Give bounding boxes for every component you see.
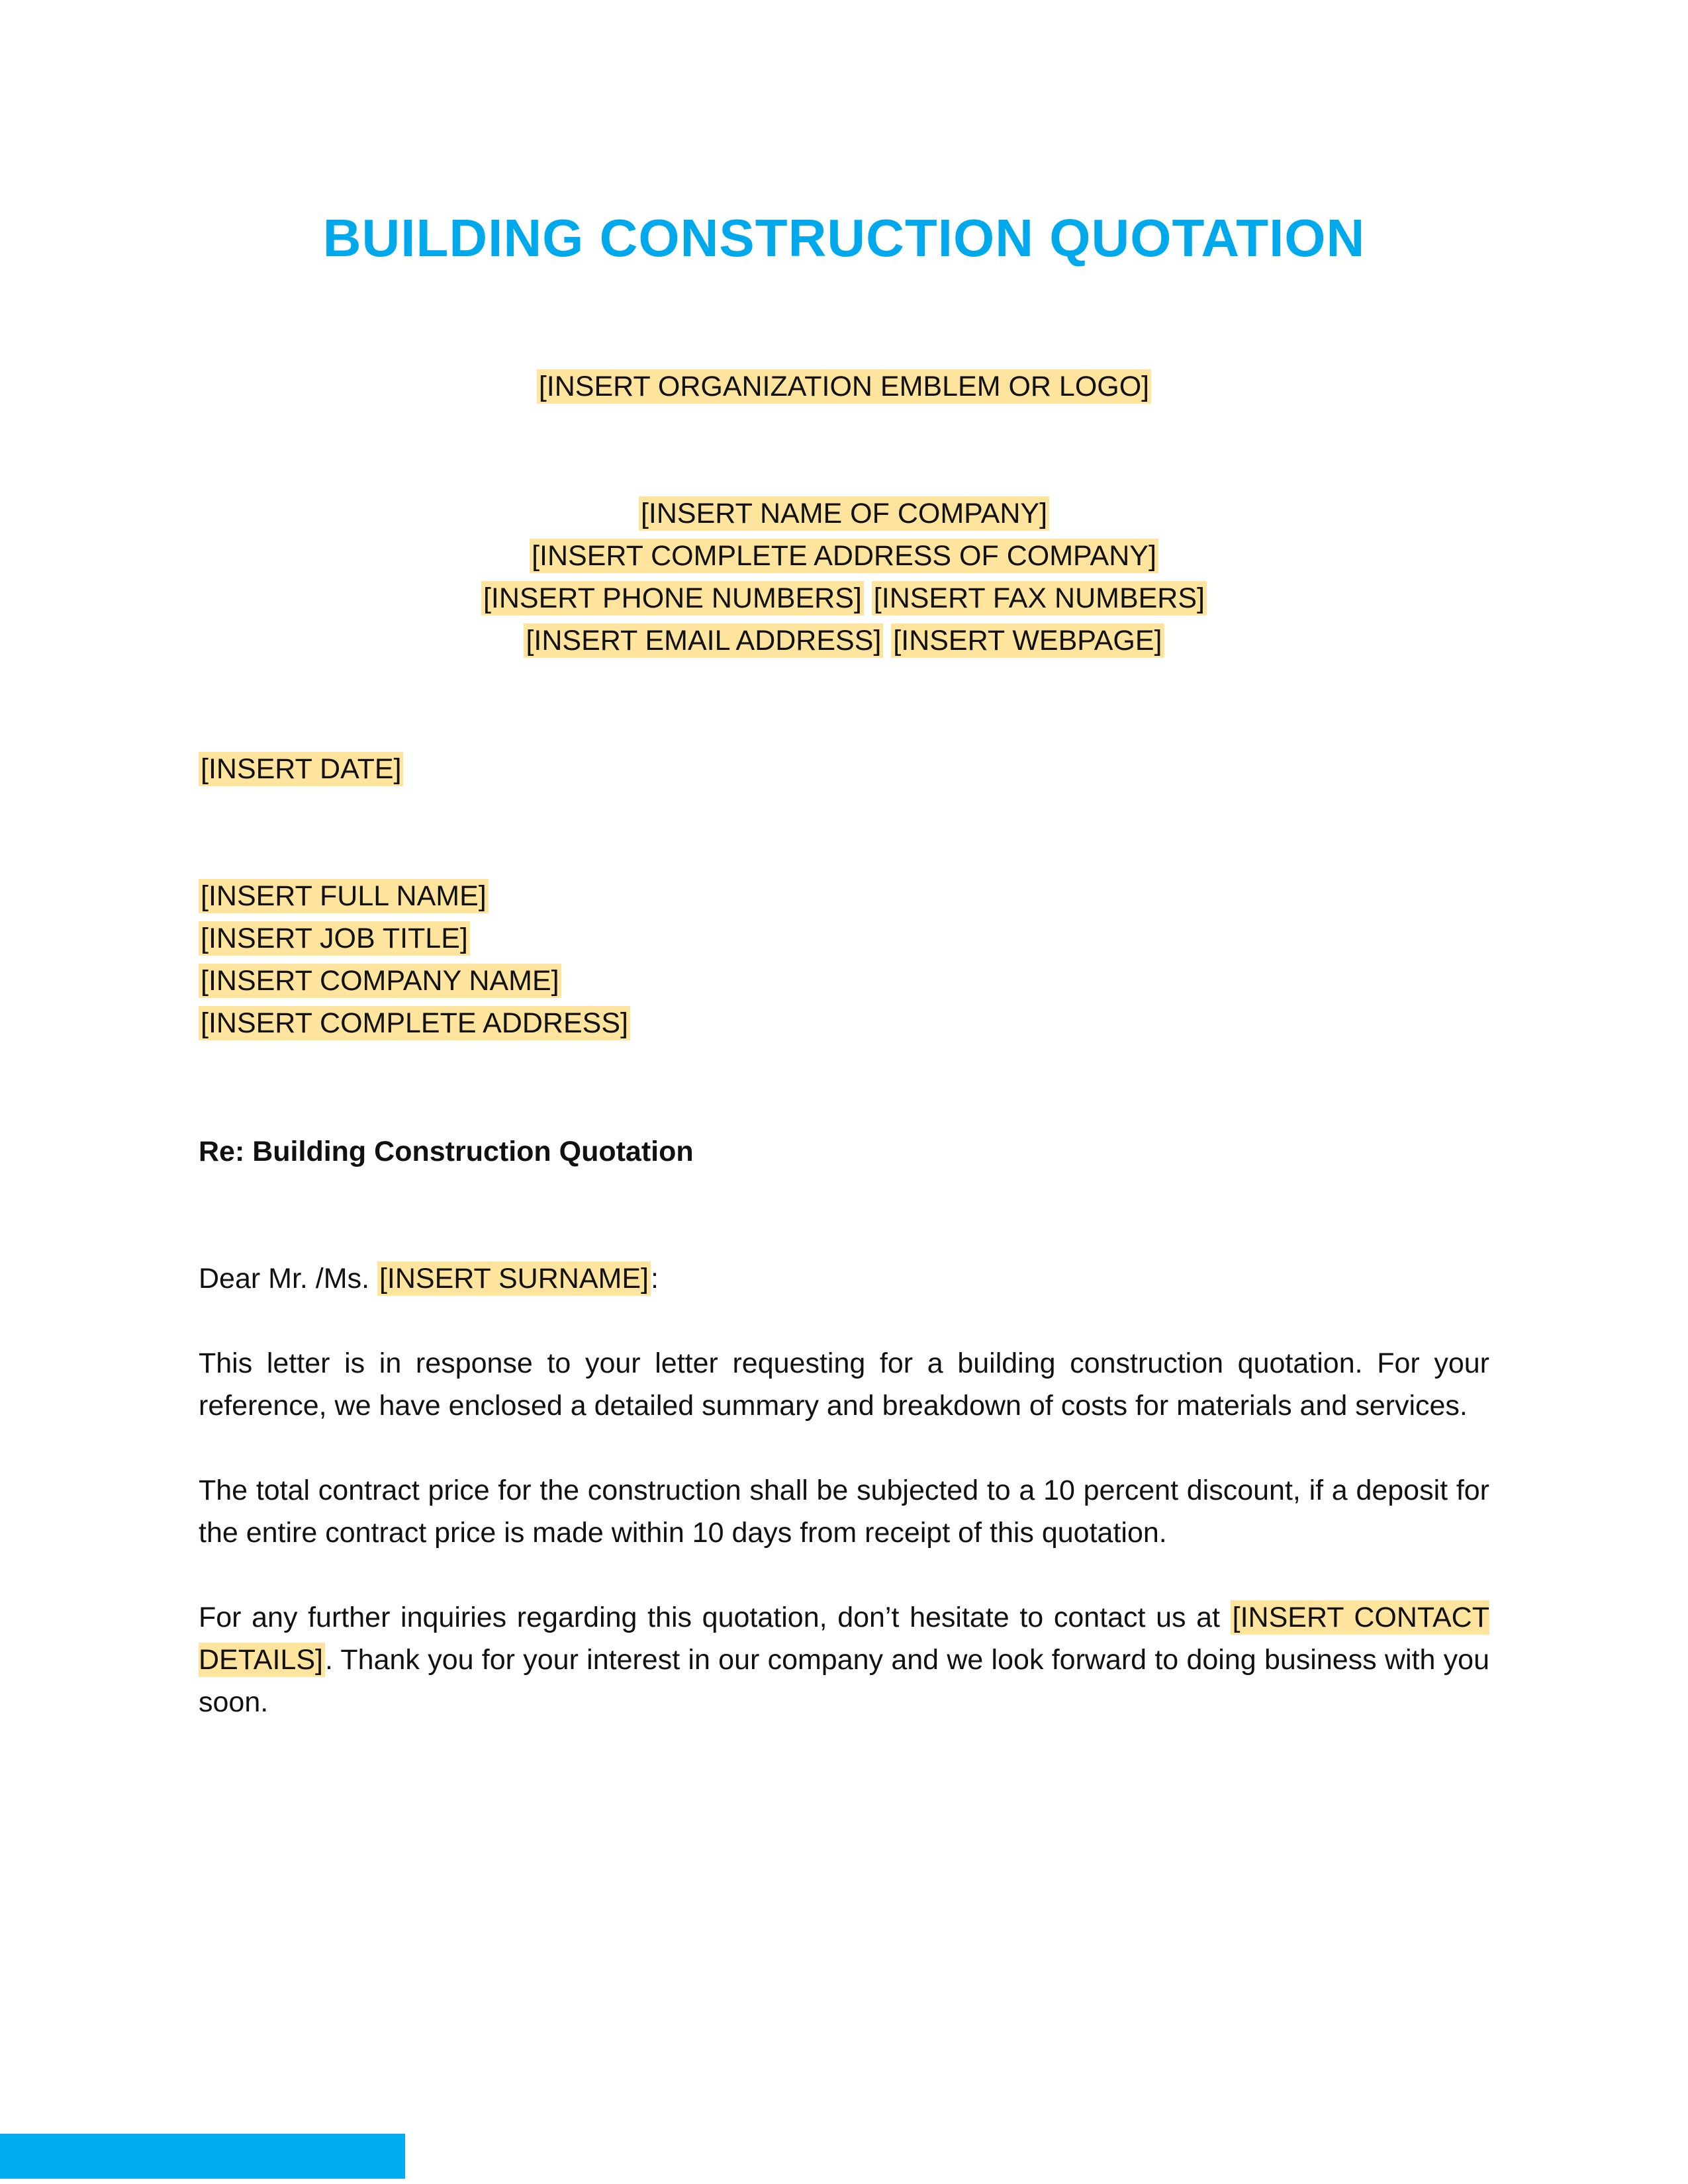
company-email: [INSERT EMAIL ADDRESS] bbox=[524, 623, 883, 658]
recipient-company-name: [INSERT COMPANY NAME] bbox=[199, 964, 561, 998]
company-header bbox=[0, 492, 1688, 662]
recipient-address: [INSERT COMPLETE ADDRESS] bbox=[199, 1006, 630, 1040]
logo-placeholder: [INSERT ORGANIZATION EMBLEM OR LOGO] bbox=[537, 369, 1151, 404]
recipient-name-line bbox=[199, 875, 1489, 917]
date-line bbox=[199, 748, 1489, 790]
salutation-prefix: Dear Mr. /Ms. bbox=[199, 1263, 377, 1295]
recipient-company-line bbox=[199, 960, 1489, 1002]
logo-placeholder-line bbox=[0, 365, 1688, 408]
footer-accent-bar bbox=[0, 2134, 405, 2179]
salutation-suffix: : bbox=[650, 1263, 659, 1295]
recipient-address-line bbox=[199, 1002, 1489, 1044]
recipient-full-name: [INSERT FULL NAME] bbox=[199, 879, 489, 913]
body-paragraph-2: The total contract price for the construction shall be subjected to a 10 percent discount, if a deposit for the entire contract price is made within 10 days from receipt of this quotation. bbox=[199, 1475, 1489, 1549]
subject-line: Re: Building Construction Quotation bbox=[199, 1136, 694, 1167]
company-phone-fax-line bbox=[0, 577, 1688, 619]
company-name: [INSERT NAME OF COMPANY] bbox=[639, 496, 1049, 531]
company-fax: [INSERT FAX NUMBERS] bbox=[872, 581, 1207, 615]
body-paragraph-3 bbox=[199, 1596, 1489, 1723]
salutation bbox=[199, 1257, 1489, 1300]
company-email-web-line bbox=[0, 619, 1688, 662]
company-webpage: [INSERT WEBPAGE] bbox=[891, 623, 1164, 658]
company-phone: [INSERT PHONE NUMBERS] bbox=[481, 581, 864, 615]
document-title: BUILDING CONSTRUCTION QUOTATION bbox=[322, 208, 1366, 267]
company-address: [INSERT COMPLETE ADDRESS OF COMPANY] bbox=[530, 539, 1158, 573]
paragraph-3-closing: . Thank you for your interest in our company and we look forward to doing business with you soon. bbox=[199, 1644, 1489, 1718]
recipient-address-block bbox=[199, 875, 1489, 1044]
company-address-line bbox=[0, 535, 1688, 577]
recipient-job-title: [INSERT JOB TITLE] bbox=[199, 921, 470, 956]
letter-date: [INSERT DATE] bbox=[199, 752, 403, 786]
company-name-line bbox=[0, 492, 1688, 535]
recipient-job-title-line bbox=[199, 917, 1489, 960]
recipient-surname: [INSERT SURNAME] bbox=[377, 1261, 651, 1296]
paragraph-3-intro: For any further inquiries regarding this quotation, don’t hesitate to contact us at bbox=[199, 1602, 1231, 1633]
body-paragraph-1: This letter is in response to your letter requesting for a building construction quotation. For your reference, we have enclosed a detailed summary and breakdown of costs for materials and services. bbox=[199, 1347, 1489, 1422]
contact-details-placeholder: [INSERT CONTACT DETAILS] bbox=[199, 1602, 1489, 1676]
